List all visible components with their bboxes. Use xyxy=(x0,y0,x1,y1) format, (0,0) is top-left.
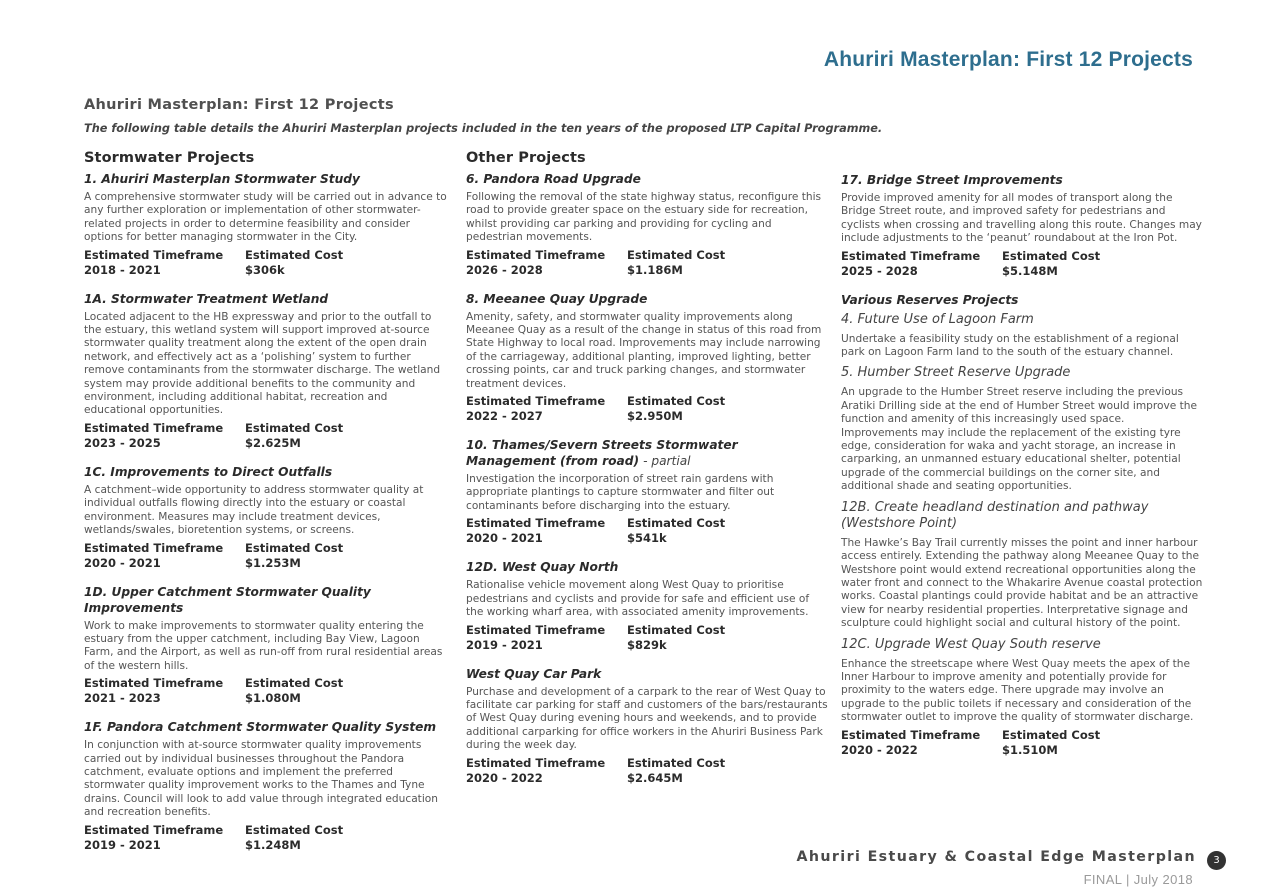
project-title: 12D. West Quay North xyxy=(466,560,619,575)
estimate-labels xyxy=(841,249,1203,264)
project-title: 1F. Pandora Catchment Stormwater Quality System xyxy=(84,720,437,735)
reserve-item xyxy=(841,312,1203,360)
cost-label: Estimated Cost xyxy=(245,822,344,837)
project-title: 17. Bridge Street Improvements xyxy=(841,173,1063,187)
estimate-labels xyxy=(466,756,828,771)
timeframe-label: Estimated Timeframe xyxy=(466,247,606,262)
project-description: A catchment–wide opportunity to address stormwater quality at individual outfalls flowing directly into the estuary or coastal environment. Measures may include treatment devices, wetlands/swales, bioretention systems, or screens. xyxy=(84,483,424,537)
timeframe-label: Estimated Timeframe xyxy=(466,622,606,637)
estimate-values xyxy=(84,691,452,706)
project-item xyxy=(466,437,828,546)
timeframe-value: 2020 - 2021 xyxy=(84,555,161,570)
cost-value: $541k xyxy=(627,531,667,546)
project-title: 6. Pandora Road Upgrade xyxy=(466,172,641,186)
reserve-item xyxy=(841,500,1203,631)
cost-value: $829k xyxy=(627,637,667,652)
project-description: A comprehensive stormwater study will be carried out in advance to any further exploration or implementation of other stormwater-related projects in order to determine feasibility and consider options for better managing stormwater in the City. xyxy=(84,191,447,244)
section-heading-reserves: Various Reserves Projects xyxy=(841,292,1019,307)
section-heading-stormwater: Stormwater Projects xyxy=(84,150,255,166)
section-heading-other: Other Projects xyxy=(466,150,586,166)
document-subtitle: The following table details the Ahuriri Masterplan projects included in the ten years of the proposed LTP Capital Programme. xyxy=(84,122,883,135)
reserve-description: Enhance the streetscape where West Quay meets the apex of the Inner Harbour to improve amenity and potentially provide for proximity to the waters edge. There upgrade may involve an upgrade to the public toilets if necessary and consideration of the stormwater outlet to improve the quality of stormwater discharge. xyxy=(841,657,1194,724)
estimate-labels xyxy=(466,516,828,531)
timeframe-value: 2020 - 2021 xyxy=(466,531,543,546)
reserve-title: 12C. Upgrade West Quay South reserve xyxy=(841,636,1101,652)
timeframe-label: Estimated Timeframe xyxy=(84,247,224,262)
cost-value: $5.148M xyxy=(1002,263,1058,278)
timeframe-value: 2019 - 2021 xyxy=(466,637,543,652)
timeframe-value: 2018 - 2021 xyxy=(84,262,161,277)
estimate-labels xyxy=(84,676,452,691)
cost-label: Estimated Cost xyxy=(627,622,726,637)
project-item xyxy=(84,171,452,278)
timeframe-value: 2021 - 2023 xyxy=(84,691,161,706)
estimate-values xyxy=(841,264,1203,279)
project-title: 1A. Stormwater Treatment Wetland xyxy=(84,291,329,306)
estimate-labels xyxy=(466,248,828,263)
stormwater-projects-column xyxy=(84,150,452,866)
project-description: Rationalise vehicle movement along West Quay to prioritise pedestrians and cyclists and provide for safe and efficient use of the working wharf area, with associated amenity improvements. xyxy=(466,579,810,619)
project-title: 1C. Improvements to Direct Outfalls xyxy=(84,464,333,479)
timeframe-value: 2019 - 2021 xyxy=(84,837,161,852)
cost-value: $1.186M xyxy=(627,262,683,277)
cost-label: Estimated Cost xyxy=(245,676,344,691)
cost-value: $2.625M xyxy=(245,435,301,450)
page-number-badge: 3 xyxy=(1207,851,1226,870)
timeframe-value: 2020 - 2022 xyxy=(841,742,918,757)
cost-label: Estimated Cost xyxy=(245,420,344,435)
estimate-values xyxy=(84,838,452,853)
cost-value: $2.645M xyxy=(627,770,683,785)
cost-label: Estimated Cost xyxy=(245,247,344,262)
cost-label: Estimated Cost xyxy=(627,394,726,409)
timeframe-value: 2020 - 2022 xyxy=(466,770,543,785)
project-item xyxy=(84,464,452,571)
cost-value: $306k xyxy=(245,262,285,277)
reserve-title: 5. Humber Street Reserve Upgrade xyxy=(841,365,1071,381)
partial-note: - partial xyxy=(643,454,691,469)
project-item xyxy=(466,559,828,652)
project-description: Located adjacent to the HB expressway and prior to the outfall to the estuary, this wetland system will support improved at-source stormwater quality treatment along the extent of the open drain network, and effectively act as a ‘polishing’ system to further remove contaminants from the stormwater discharge. The wetland system may provide additional benefits to the community and environment, including additional habitat, recreation and educational opportunities. xyxy=(84,310,441,417)
timeframe-label: Estimated Timeframe xyxy=(84,420,224,435)
cost-label: Estimated Cost xyxy=(627,755,726,770)
cost-label: Estimated Cost xyxy=(627,247,726,262)
cost-label: Estimated Cost xyxy=(1002,727,1101,742)
project-item xyxy=(84,291,452,451)
bridge-and-reserves-column xyxy=(841,172,1203,758)
project-description: In conjunction with at-source stormwater quality improvements carried out by individual businesses throughout the Pandora catchment, evaluate options and implement the preferred stormwater quality improvement works to the Thames and Tyne drains. Council will look to add value through integrated education and recreation benefits. xyxy=(84,739,438,819)
other-projects-column xyxy=(466,150,828,799)
project-description: Amenity, safety, and stormwater quality improvements along Meeanee Quay as a result of the change in status of this road from State Highway to local road. Improvements may include narrowing of the carriageway, additional planting, improved lighting, better crossing points, car and truck parking changes, and stormwater treatment devices. xyxy=(466,310,822,390)
cost-value: $1.510M xyxy=(1002,742,1058,757)
estimate-values xyxy=(84,436,452,451)
timeframe-value: 2022 - 2027 xyxy=(466,409,543,424)
project-item xyxy=(466,291,828,424)
project-title xyxy=(466,437,828,469)
project-item xyxy=(84,584,452,707)
timeframe-label: Estimated Timeframe xyxy=(84,676,224,691)
project-description: Purchase and development of a carpark to the rear of West Quay to facilitate car parking for staff and customers of the bars/restaurants of West Quay during evening hours and weekends, and to provide additional carparking for office workers in the Ahuriri Business Park during the week day. xyxy=(466,685,828,752)
project-description: Investigation the incorporation of street rain gardens with appropriate plantings to capture stormwater and filter out contaminants before discharging into the estuary. xyxy=(466,473,775,512)
reserve-item xyxy=(841,365,1203,493)
estimate-labels xyxy=(84,823,452,838)
timeframe-label: Estimated Timeframe xyxy=(841,727,981,742)
estimate-labels xyxy=(466,394,828,409)
timeframe-value: 2025 - 2028 xyxy=(841,263,918,278)
cost-label: Estimated Cost xyxy=(1002,248,1101,263)
estimate-values xyxy=(466,263,828,278)
footer-title: Ahuriri Estuary & Coastal Edge Masterplan xyxy=(796,849,1196,865)
project-item xyxy=(466,171,828,278)
cost-value: $2.950M xyxy=(627,409,683,424)
project-item xyxy=(466,666,828,786)
reserve-item xyxy=(841,637,1203,725)
timeframe-label: Estimated Timeframe xyxy=(466,755,606,770)
timeframe-value: 2023 - 2025 xyxy=(84,435,161,450)
project-item xyxy=(841,172,1203,279)
project-description: Work to make improvements to stormwater quality entering the estuary from the upper catchment, including Bay View, Lagoon Farm, and the Airport, as well as run-off from rural residential areas of the western hills. xyxy=(84,619,443,672)
estimate-values xyxy=(466,638,828,653)
cost-value: $1.248M xyxy=(245,837,301,852)
document-title: Ahuriri Masterplan: First 12 Projects xyxy=(84,97,394,113)
cost-label: Estimated Cost xyxy=(627,516,726,531)
estimate-values xyxy=(466,409,828,424)
cost-label: Estimated Cost xyxy=(245,540,344,555)
estimate-values xyxy=(466,531,828,546)
reserve-description: Undertake a feasibility study on the establishment of a regional park on Lagoon Farm land to the south of the estuary channel. xyxy=(841,332,1179,359)
project-title: 1. Ahuriri Masterplan Stormwater Study xyxy=(84,172,360,186)
timeframe-label: Estimated Timeframe xyxy=(84,540,224,555)
estimate-labels xyxy=(466,623,828,638)
estimate-values xyxy=(466,771,828,786)
reserve-description: An upgrade to the Humber Street reserve including the previous Aratiki Drilling side at the end of Humber Street would improve the function and amenity of this increasingly used space. Improvements may include the replacement of the existing tyre edge, consideration for waka and yacht storage, an increase in carparking, an unmanned estuary educational shelter, potential upgrade of the commercial buildings on the corner site, and additional shade and seating opportunities. xyxy=(841,386,1198,493)
estimate-labels xyxy=(84,248,452,263)
project-title: 8. Meeanee Quay Upgrade xyxy=(466,291,648,306)
project-description: Provide improved amenity for all modes of transport along the Bridge Street route, and improved safety for pedestrians and cyclists when crossing and travelling along this route. Changes may include adjustments to the ‘peanut’ roundabout at the Iron Pot. xyxy=(841,192,1202,245)
cost-value: $1.253M xyxy=(245,555,301,570)
page-header-title: Ahuriri Masterplan: First 12 Projects xyxy=(823,48,1193,71)
project-title: 1D. Upper Catchment Stormwater Quality Improvements xyxy=(84,584,371,615)
estimate-values xyxy=(84,263,452,278)
estimate-labels xyxy=(84,541,452,556)
reserve-description: The Hawke’s Bay Trail currently misses the point and inner harbour access entirely. Extending the pathway along Meeanee Quay to the Westshore point would extend recreational opportunities along the water front and connect to the Whakarire Avenue coastal protection works. Coastal plantings could provide habitat and be an attractive view for nearby residential properties. Interpretative signage and sculpture could highlight social and cultural history of the point. xyxy=(841,536,1203,630)
project-title-text: 10. Thames/Severn Streets Stormwater Management (from road) xyxy=(466,438,738,469)
reserve-title: 12B. Create headland destination and pathway (Westshore Point) xyxy=(841,499,1149,531)
project-item xyxy=(84,719,452,852)
timeframe-label: Estimated Timeframe xyxy=(466,394,606,409)
timeframe-label: Estimated Timeframe xyxy=(84,822,224,837)
project-title: West Quay Car Park xyxy=(466,666,602,681)
estimate-labels xyxy=(841,728,1203,743)
timeframe-label: Estimated Timeframe xyxy=(841,248,981,263)
estimate-labels xyxy=(84,421,452,436)
reserve-title: 4. Future Use of Lagoon Farm xyxy=(841,311,1034,327)
footer-status: FINAL | July 2018 xyxy=(1083,872,1193,887)
timeframe-value: 2026 - 2028 xyxy=(466,262,543,277)
project-description: Following the removal of the state highway status, reconfigure this road to provide greater space on the estuary side for recreation, whilst providing car parking and providing for cycling and pedestrian movements. xyxy=(466,191,822,244)
timeframe-label: Estimated Timeframe xyxy=(466,516,606,531)
cost-value: $1.080M xyxy=(245,691,301,706)
estimate-values xyxy=(84,556,452,571)
estimate-values xyxy=(841,743,1203,758)
